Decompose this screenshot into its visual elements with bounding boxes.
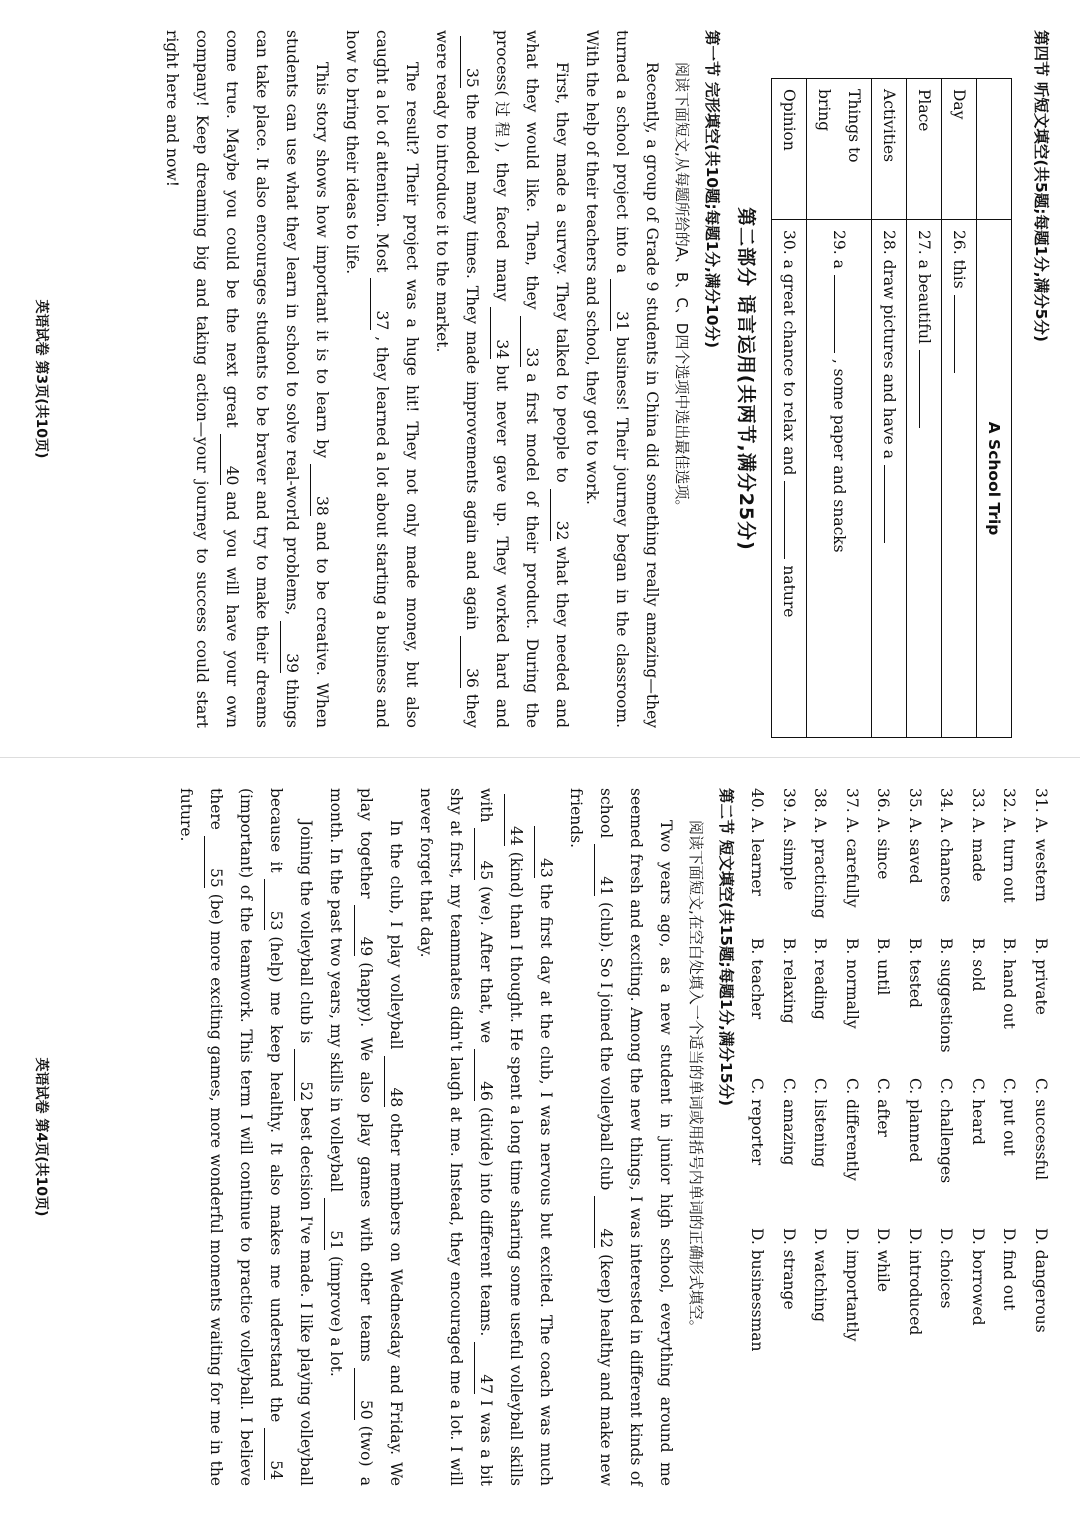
blank-53[interactable]: 53 bbox=[264, 879, 287, 931]
school-trip-table bbox=[771, 78, 1012, 738]
cloze-paragraph-2: First, they made a survey. They talked to people to32what they needed and what they would like. Then, they33a first model of their product. During the process(过程), they faced many34but never gave up. They worked hard and35the model many times. They made improvements again and again36they were ready to introduce it to the market. bbox=[433, 30, 571, 729]
table-row: Day 26. this bbox=[942, 79, 977, 738]
option[interactable]: 33. A. made bbox=[969, 788, 987, 882]
option[interactable]: 39. A. simple bbox=[780, 788, 798, 891]
blank-41[interactable]: 41 bbox=[594, 844, 617, 896]
table-row: Things to bring 29. a, some paper and snacks bbox=[807, 79, 872, 738]
answer-blank[interactable] bbox=[919, 350, 920, 428]
blank-40[interactable]: 40 bbox=[220, 434, 243, 486]
blank-44[interactable]: 44 bbox=[504, 794, 527, 846]
fill-paragraph-3: In the club, I play volleyball48other members on Wednesday and Friday. We play together49(happy). We also play games with other teams50(two) a month. In the past two years, my skills in volleyball51(improve) a lot. bbox=[321, 788, 411, 1486]
blank-35[interactable]: 35 bbox=[460, 36, 483, 88]
listening-section-title: 第四节 听短文填空(共5题;每题1分,满分5分) bbox=[1032, 30, 1050, 343]
option[interactable]: 31. A. western bbox=[1032, 788, 1050, 902]
fill-paragraph-1: Two years ago, as a new student in junior high school, everything around me seemed fresh and exciting. Among the new things, I was interested in different kinds of school41(club). So I joined the volleyball club42(keep) healthy and make new friends. bbox=[567, 788, 675, 1486]
answer-blank[interactable] bbox=[834, 275, 835, 353]
option[interactable]: D. businessman bbox=[748, 1228, 767, 1352]
answer-blank[interactable] bbox=[884, 465, 885, 543]
option[interactable]: C. heard bbox=[969, 1078, 987, 1145]
blank-32[interactable]: 32 bbox=[550, 489, 573, 541]
blank-33[interactable]: 33 bbox=[520, 316, 543, 368]
blank-43[interactable]: 43 bbox=[534, 826, 557, 878]
options-grid bbox=[741, 788, 1056, 1486]
option[interactable]: B. tested bbox=[906, 938, 924, 1008]
row-label: Activities bbox=[872, 79, 907, 220]
blank-36[interactable]: 36 bbox=[460, 636, 483, 688]
option[interactable]: B. until bbox=[874, 938, 893, 996]
cloze-section-title: 第一节 完形填空(共10题;每题1分,满分10分) bbox=[703, 30, 721, 349]
blank-45[interactable]: 45 bbox=[474, 828, 497, 880]
blank-52[interactable]: 52 bbox=[294, 1049, 317, 1101]
fill-paragraph-2: 43the first day at the club, I was nervous but excited. The coach was much44(kind) than I thought. He spent a long time sharing some useful volleyball skills with45(we). After that, we46(divide) into different teams.47I was a bit shy at first, my teammates didn't laugh at me. Instead, they encouraged me a lot. I will never forget that day. bbox=[417, 788, 555, 1486]
option[interactable]: B. normally bbox=[843, 938, 861, 1029]
blank-47[interactable]: 47 bbox=[474, 1342, 497, 1394]
blank-49[interactable]: 49 bbox=[354, 905, 377, 957]
fill-paragraph-4: Joining the volleyball club is52best decision I've made. I like playing volleyball because it53(help) me keep healthy. It also makes me understand the54(important) of the teamwork. This term I will continue to practice volleyball. I believe there55(be) more exciting games, more wonderful moments waiting for me in the future. bbox=[177, 788, 315, 1486]
option[interactable]: 38. A. practicing bbox=[811, 788, 830, 919]
option[interactable]: D. importantly bbox=[843, 1228, 861, 1342]
option[interactable]: D. dangerous bbox=[1032, 1228, 1050, 1333]
option[interactable]: 32. A. turn out bbox=[1000, 788, 1019, 903]
option[interactable]: C. after bbox=[874, 1078, 893, 1137]
cloze-instruction: 阅读下面短文,从每题所给的A、B、C、D四个选项中选出最佳选项。 bbox=[673, 62, 691, 515]
option[interactable]: D. choices bbox=[937, 1228, 956, 1309]
option[interactable]: B. hand out bbox=[1000, 938, 1019, 1029]
page-4 bbox=[0, 758, 1080, 1516]
table-title: A School Trip bbox=[977, 220, 1012, 738]
part-title: 第二部分 语言运用(共两节,满分25分) bbox=[735, 207, 757, 551]
blank-42[interactable]: 42 bbox=[594, 1196, 617, 1248]
row-label: Opinion bbox=[772, 79, 807, 220]
blank-34[interactable]: 34 bbox=[490, 307, 513, 359]
cloze-paragraph-3: The result? Their project was a huge hit! They not only made money, but also caught a lot of attention. Most37, they learned a lot about starting a business and how to bring their ideas to life. bbox=[343, 30, 421, 728]
option[interactable]: C. planned bbox=[906, 1078, 924, 1163]
option[interactable]: D. introduced bbox=[906, 1228, 924, 1336]
option[interactable]: D. while bbox=[874, 1228, 893, 1293]
option[interactable]: D. strange bbox=[780, 1228, 798, 1310]
option[interactable]: 35. A. saved bbox=[906, 788, 924, 884]
option[interactable]: B. private bbox=[1032, 938, 1050, 1015]
option[interactable]: D. borrowed bbox=[969, 1228, 987, 1326]
table-row: Place 27. a beautiful bbox=[907, 79, 942, 738]
fill-instruction: 阅读下面短文,在空白处填入一个适当的单词或用括号内单词的正确形式填空。 bbox=[687, 820, 705, 1335]
cloze-paragraph-1: Recently, a group of Grade 9 students in China did something really amazing—they turned a school project into a31business! Their journey began in the classroom. With the help of their teachers and school, they got to work. bbox=[583, 30, 661, 728]
option[interactable]: D. watching bbox=[811, 1228, 830, 1322]
option[interactable]: C. challenges bbox=[937, 1078, 956, 1184]
blank-54[interactable]: 54 bbox=[264, 1428, 287, 1480]
row-label: Day bbox=[942, 79, 977, 220]
option[interactable]: 34. A. chances bbox=[937, 788, 956, 903]
option[interactable]: 40. A. learner bbox=[748, 788, 767, 896]
option[interactable]: B. reading bbox=[811, 938, 830, 1020]
option[interactable]: C. differently bbox=[843, 1078, 861, 1181]
option[interactable]: C. amazing bbox=[780, 1078, 798, 1166]
option[interactable]: C. put out bbox=[1000, 1078, 1019, 1156]
blank-38[interactable]: 38 bbox=[310, 464, 333, 516]
option[interactable]: 37. A. carefully bbox=[843, 788, 861, 908]
option[interactable]: C. successful bbox=[1032, 1078, 1050, 1181]
blank-48[interactable]: 48 bbox=[384, 1056, 407, 1108]
page-footer: 英语试卷 第3页(共10页) bbox=[33, 299, 49, 459]
cloze-paragraph-4: This story shows how important it is to learn by38and to be creative. When students can use what they learn in school to solve real-world problems,39things can take place. It also encourages students to be braver and try to make their dreams come true. Maybe you could be the next great40and you will have your own company! Keep dreaming big and taking action—your journey to success could start right here and now! bbox=[163, 30, 331, 728]
answer-blank[interactable] bbox=[784, 481, 785, 559]
option[interactable]: B. sold bbox=[969, 938, 987, 992]
row-label: Place bbox=[907, 79, 942, 220]
blank-50[interactable]: 50 bbox=[354, 1368, 377, 1420]
option[interactable]: B. teacher bbox=[748, 938, 767, 1020]
page-footer: 英语试卷 第4页(共10页) bbox=[33, 1057, 49, 1217]
table-row: Opinion 30. a great chance to relax andnature bbox=[772, 79, 807, 738]
blank-39[interactable]: 39 bbox=[280, 621, 303, 673]
option[interactable]: 36. A. since bbox=[874, 788, 893, 880]
blank-55[interactable]: 55 bbox=[204, 836, 227, 888]
answer-blank[interactable] bbox=[954, 295, 955, 373]
fill-section-title: 第二节 短文填空(共15题;每题1分,满分15分) bbox=[717, 788, 735, 1107]
option[interactable]: B. suggestions bbox=[937, 938, 956, 1053]
blank-31[interactable]: 31 bbox=[610, 279, 633, 331]
option[interactable]: D. find out bbox=[1000, 1228, 1019, 1311]
row-label: Things to bring bbox=[807, 79, 872, 220]
table-row: Activities 28. draw pictures and have a bbox=[872, 79, 907, 738]
option[interactable]: C. listening bbox=[811, 1078, 830, 1168]
blank-37[interactable]: 37 bbox=[370, 278, 393, 330]
blank-51[interactable]: 51 bbox=[324, 1198, 347, 1250]
blank-46[interactable]: 46 bbox=[474, 1049, 497, 1101]
option[interactable]: B. relaxing bbox=[780, 938, 798, 1024]
option[interactable]: C. reporter bbox=[748, 1078, 767, 1166]
